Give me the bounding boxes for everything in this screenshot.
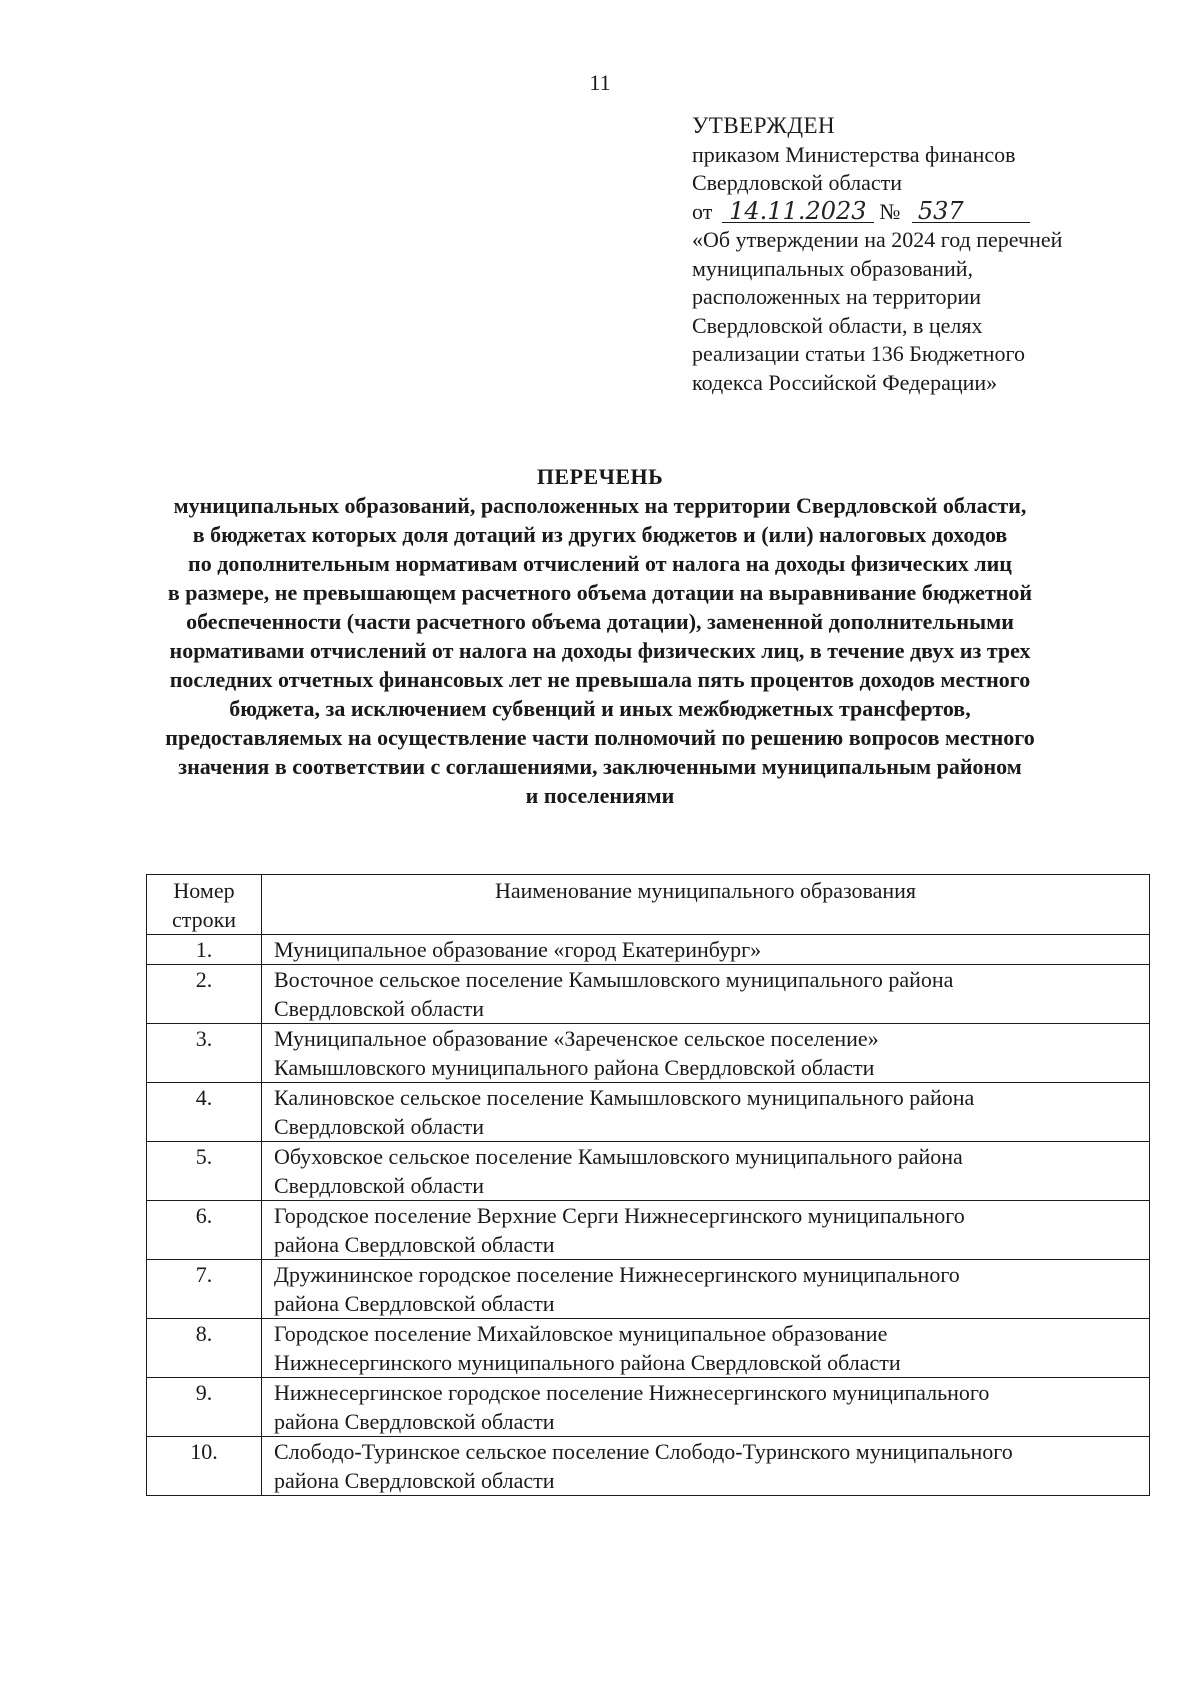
municipalities-table	[146, 874, 1150, 1496]
handwritten-order-number: 537	[912, 200, 1030, 223]
title-line: значения в соответствии с соглашениями, заключенными муниципальным районом	[178, 754, 1022, 779]
row-number: 4.	[147, 1083, 262, 1142]
row-number: 1.	[147, 935, 262, 965]
municipality-name-line: Свердловской области	[274, 1114, 484, 1139]
table-row	[147, 965, 1150, 1024]
municipality-name	[262, 1437, 1150, 1496]
row-number: 8.	[147, 1319, 262, 1378]
municipality-name-line: Нижнесергинское городское поселение Нижнесергинского муниципального	[274, 1380, 990, 1405]
header-number-line: Номер	[173, 878, 235, 903]
order-title-line: расположенных на территории	[692, 284, 982, 309]
handwritten-date: 14.11.2023	[722, 200, 874, 223]
approval-status: УТВЕРЖДЕН	[692, 113, 836, 138]
municipality-name	[262, 965, 1150, 1024]
table-row	[147, 1142, 1150, 1201]
municipality-name	[262, 1201, 1150, 1260]
table-row	[147, 935, 1150, 965]
row-number: 9.	[147, 1378, 262, 1437]
table-row	[147, 1024, 1150, 1083]
municipality-name-line: Свердловской области	[274, 1173, 484, 1198]
table-row	[147, 1437, 1150, 1496]
title-line: предоставляемых на осуществление части полномочий по решению вопросов местного	[165, 725, 1035, 750]
row-number: 6.	[147, 1201, 262, 1260]
row-number: 5.	[147, 1142, 262, 1201]
order-title-line: муниципальных образований,	[692, 255, 974, 281]
order-title-line: реализации статьи 136 Бюджетного	[692, 341, 1025, 366]
number-prefix: №	[879, 198, 901, 224]
title-line: последних отчетных финансовых лет не превышала пять процентов доходов местного	[169, 667, 1031, 692]
row-number: 2.	[147, 965, 262, 1024]
municipality-name	[262, 935, 1150, 965]
municipality-name	[262, 1024, 1150, 1083]
municipality-name-line: Камышловского муниципального района Свердловской области	[274, 1055, 875, 1080]
order-title-line: кодекса Российской Федерации»	[692, 369, 998, 395]
row-number: 10.	[147, 1437, 262, 1496]
municipality-name-line: Городское поселение Михайловское муниципальное образование	[274, 1321, 888, 1346]
table-row	[147, 1201, 1150, 1260]
approval-block	[692, 112, 1172, 397]
row-number: 3.	[147, 1024, 262, 1083]
municipality-name-line: Калиновское сельское поселение Камышловского муниципального района	[274, 1085, 975, 1110]
title-line: и поселениями	[525, 783, 675, 808]
municipality-name	[262, 1319, 1150, 1378]
municipality-name-line: Муниципальное образование «Зареченское сельское поселение»	[274, 1026, 879, 1051]
table-row	[147, 1260, 1150, 1319]
page-number: 11	[589, 70, 611, 95]
municipality-name-line: Обуховское сельское поселение Камышловского муниципального района	[274, 1144, 963, 1169]
title-line: бюджета, за исключением субвенций и иных межбюджетных трансфертов,	[229, 696, 971, 721]
municipality-name-line: Дружининское городское поселение Нижнесергинского муниципального	[274, 1262, 960, 1287]
header-number-line: строки	[171, 907, 237, 932]
header-municipality-name: Наименование муниципального образования	[262, 875, 1150, 935]
municipality-name-line: Слободо-Туринское сельское поселение Слободо-Туринского муниципального	[274, 1439, 1013, 1464]
table-row	[147, 1319, 1150, 1378]
municipality-name-line: района Свердловской области	[274, 1232, 555, 1257]
municipality-name-line: района Свердловской области	[274, 1291, 555, 1316]
title-line: по дополнительным нормативам отчислений от налога на доходы физических лиц	[188, 551, 1012, 576]
row-number: 7.	[147, 1260, 262, 1319]
municipality-name-line: Нижнесергинского муниципального района Свердловской области	[274, 1350, 901, 1375]
municipality-name-line: района Свердловской области	[274, 1468, 555, 1493]
document-title	[130, 462, 1070, 810]
document-heading: ПЕРЕЧЕНЬ	[536, 464, 664, 489]
order-title-line: «Об утверждении на 2024 год перечней	[692, 227, 1063, 252]
title-line: обеспеченности (части расчетного объема дотации), замененной дополнительными	[186, 609, 1014, 634]
table-row	[147, 1378, 1150, 1437]
title-line: в бюджетах которых доля дотаций из других бюджетов и (или) налоговых доходов	[192, 522, 1008, 547]
municipality-name-line: Городское поселение Верхние Серги Нижнесергинского муниципального	[274, 1203, 965, 1228]
municipality-name-line: Свердловской области	[274, 996, 484, 1021]
table-header-row	[147, 875, 1150, 935]
title-line: муниципальных образований, расположенных на территории Свердловской области,	[173, 493, 1027, 518]
order-title-line: Свердловской области, в целях	[692, 312, 983, 338]
municipality-name-line: Восточное сельское поселение Камышловского муниципального района	[274, 967, 954, 992]
approval-issuer-line-1: приказом Министерства финансов	[692, 141, 1016, 167]
municipality-name-line: района Свердловской области	[274, 1409, 555, 1434]
municipality-name	[262, 1083, 1150, 1142]
municipality-name	[262, 1142, 1150, 1201]
municipality-name	[262, 1378, 1150, 1437]
approval-date-line	[692, 198, 1172, 227]
municipality-name	[262, 1260, 1150, 1319]
approval-issuer-line-2: Свердловской области	[692, 170, 902, 195]
title-line: в размере, не превышающем расчетного объема дотации на выравнивание бюджетной	[167, 580, 1033, 605]
municipality-name-line: Муниципальное образование «город Екатеринбург»	[274, 937, 762, 962]
table-row	[147, 1083, 1150, 1142]
date-prefix: от	[692, 198, 713, 224]
title-line: нормативами отчислений от налога на доходы физических лиц, в течение двух из трех	[169, 638, 1031, 663]
header-row-number	[147, 875, 262, 935]
